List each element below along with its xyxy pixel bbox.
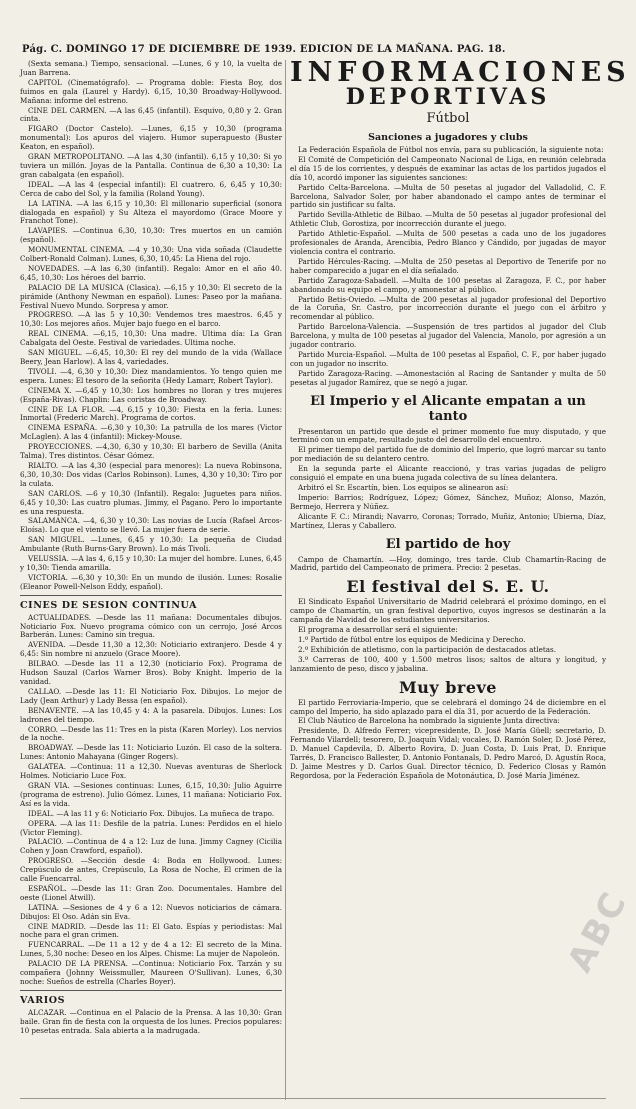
article-paragraph: 2.º Exhibición de atletismo, con la participación de destacados atletas. [298,644,557,654]
section-title-deportivas: DEPORTIVAS [345,84,551,110]
article-paragraph: El Comité de Competición del Campeonato Nacional de Liga, en reunión celebrada el día 15 de los corrientes, y después de examinar las actas de los partidos jugados el día 10, acordó imponer las siguientes sanciones: [290,154,606,182]
article-paragraph: Arbitró el Sr. Escartín, bien. Los equipos se alinearon así: [298,483,509,492]
headline-imperio-alicante: El Imperio y el Alicante empatan a un tanto [310,393,586,424]
listing-paragraph: FIGARO (Doctor Castelo). —Lunes, 6,15 y 10,30 (programa monumental): Los apuros del viajero. Humor superapuesto (Buster Keaton, en español). [20,124,282,152]
listing-paragraph: ALCAZAR. —Continua en el Palacio de la Prensa. A las 10,30: Gran baile. Gran fin de fiesta con la orquesta de los lunes. Precios populares: 10 pesetas entrada. Sala abierta a la madrugada. [20,1007,282,1035]
article-paragraph: El partido Ferroviaria-Imperio, que se celebrará el domingo 24 de diciembre en el campo del Imperio, ha sido aplazado para el día 31, por acuerdo de la Federación. [290,697,606,716]
headline-festival-seu: El festival del S. E. U. [346,577,550,597]
listing-paragraph: AVENIDA. —Desde 11,30 a 12,30: Noticiario extranjero. Desde 4 y 6,45: Sin nombre ni anzuelo (Grace Moore). [20,640,282,659]
article-festival-seu [290,598,606,673]
listing-paragraph: SAN CARLOS. —6 y 10,30 (Infantil). Regalo: Juguetes para niños. 6,45 y 10,30: Las cuatro plumas. Jimmy, el Pagano. Pero lo importante es una respuesta. [20,488,282,516]
article-paragraph: Partido Athletic-Español. —Multa de 500 pesetas a cada uno de los jugadores profesionales de Aranda, Arencibia, Pedro Blanco y Cándido, por jugadas de mayor violencia contra el contrario. [290,229,606,256]
listing-paragraph: BENAVENTE. —A las 10,45 y 4: A la pasarela. Dibujos. Lunes: Los ladrones del tiempo. [20,705,282,724]
section-title-informaciones: INFORMACIONES [290,57,631,88]
listing-paragraph: PALACIO DE LA PRENSA. —Continua: Noticiario Fox. Tarzán y su compañera (Johnny Weissmuller, Maureen O'Sullivan). Lunes, 6,30 noche: Sueños de estrella (Charles Boyer). [20,959,282,986]
right-column [290,57,631,1100]
article-paragraph: Partido Sevilla-Athletic de Bilbao. —Multa de 50 pesetas al jugador profesional del Athletic Club, Gorostiza, por incorrección durante el juego. [290,210,606,229]
article-paragraph: En la segunda parte el Alicante reaccionó, y tras varias jugadas de peligro consiguió el empate en una buena jugada colectiva de su línea delantera. [290,464,606,483]
article-paragraph: Partido Betis-Oviedo. —Multa de 200 pesetas al jugador profesional del Deportivo de la Coruña, Sr. Castro, por incorrección durante el juego con el árbitro y recomendar al público. [290,294,606,322]
listing-paragraph: ESPAÑOL. —Desde las 11: Gran Zoo. Documentales. Hambre del oeste (Lionel Atwill). [20,883,282,902]
listing-paragraph: CORRO. —Desde las 11: Tres en la pista (Karen Morley). Los nervios de la noche. [20,724,282,743]
listing-paragraph: BROADWAY. —Desde las 11: Noticiario Luzón. El caso de la soltera. Lunes: Antonio Mahayana (Ginger Rogers). [20,743,282,762]
article-sanciones [290,146,606,388]
article-paragraph: Partido Zaragoza-Sabadell. —Multa de 100 pesetas al Zaragoza, F. C., por haber abandonado su equipo el campo, y amonestar al público. [290,275,606,294]
listing-paragraph: CINE MADRID. —Desde las 11: El Gato. Espías y periodistas: Mal noche para el gran crimen. [20,921,282,940]
listing-paragraph: CINEMA X. —6,45 y 10,30: Los hombres no lloran y tres mujeres (España-Rivas). Chaplin: Las coristas de Broadway. [20,385,282,404]
headline-muy-breve: Muy breve [399,677,497,697]
listing-paragraph: CINEMA ESPAÑA. —6,30 y 10,30: La patrulla de los mares (Victor McLaglen). A las 4 (infantil): Mickey-Mouse. [20,423,282,442]
section-rule [20,990,282,991]
article-paragraph: Partido Hércules-Racing. —Multa de 250 pesetas al Deportivo de Tenerife por no haber comparecido a jugar en el día señalado. [290,256,606,275]
article-paragraph: Alicante F. C.: Mirandi; Navarro, Coronas; Torrado, Muñiz, Antonio; Ubierna, Díaz, Martínez, Lleras y Caballero. [290,511,606,530]
article-paragraph: El programa a desarrollar será el siguiente: [298,625,458,635]
listing-paragraph: BILBAO. —Desde las 11 a 12,30 (noticiario Fox). Programa de Hudson Sauzal (Carlos Warner Bros). Boby Knight. Imperio de la vanidad. [20,659,282,686]
article-paragraph: Imperio: Barrios; Rodríguez, López; Gómez, Sánchez, Muñoz; Alonso, Mazón, Bermejo, Herrera y Núñez. [290,492,606,511]
listing-paragraph: PROGRESO. —Sección desde 4: Boda en Hollywood. Lunes: Crepúsculo de antes, Crepúsculo, La Rosa de Noche, El crimen de la calle Fuencarral. [20,856,282,884]
listing-paragraph: VICTORIA. —6,30 y 10,30: En un mundo de ilusión. Lunes: Rosalie (Eleanor Powell-Nelson Eddy, español). [20,572,282,591]
section-heading-continuous: CINES DE SESION CONTINUA [20,599,198,611]
listing-paragraph: LA LATINA. —A las 6,15 y 10,30: El millonario superficial (sonora dialogada en español) y Su Alteza el mayordomo (Grace Moore y Franchot Tone). [20,198,282,226]
listing-paragraph: ACTUALIDADES. —Desde las 11 mañana: Documentales dibujos. Noticiario Fox. Nuevo programa cómico con un cerrojo, José Arcos Barberán. Lunes: Camino sin tregua. [20,612,282,640]
headline-partido-hoy: El partido de hoy [385,536,511,552]
article-paragraph: El Sindicato Español Universitario de Madrid celebrará el próximo domingo, en el campo de Chamartín, un gran festival deportivo, cuyos ingresos se destinarán a la campaña de Navidad de los estudiantes universitarios. [290,597,606,625]
article-paragraph: Campo de Chamartín. —Hoy, domingo, tres tarde. Club Chamartín-Racing de Madrid, partido del Campeonato de primera. Precio: 2 pesetas. [290,554,606,573]
listing-paragraph: CINE DEL CARMEN. —A las 6,45 (infantil). Esquivo, 0,80 y 2. Gran cinta. [20,105,282,124]
article-paragraph: Presentaron un partido que desde el primer momento fue muy disputado, y que terminó con un empate, resultado justo del desarrollo del encuentro. [290,426,606,445]
article-paragraph: 1.º Partido de fútbol entre los equipos de Medicina y Derecho. [298,634,526,644]
continuous-session-listings [20,614,282,987]
listing-paragraph: GRAN VIA. —Sesiones continuas: Lunes, 6,15, 10,30: Julio Aguirre (programa de estreno). Julio Gómez. Lunes, 11 mañana: Noticiario Fox. Así es la vida. [20,780,282,808]
listing-paragraph: VELUSSIA. —A las 4, 6,15 y 10,30: La mujer del hombre. Lunes, 6,45 y 10,30: Tienda amarilla. [20,554,282,572]
article-paragraph: 3.º Carreras de 100, 400 y 1.500 metros lisos; saltos de altura y longitud, y lanzamiento de peso, disco y jabalina. [290,654,606,673]
listing-paragraph: SAN MIGUEL. —6,45, 10,30: El rey del mundo de la vida (Wallace Beery, Jean Harlow). A las 4, variedades. [20,348,282,366]
abc-watermark: ABC [560,883,636,979]
listing-paragraph: GALATEA. —Continua: 11 a 12,30. Nuevas aventuras de Sherlock Holmes. Noticiario Luce Fox. [20,762,282,781]
article-paragraph: Partido Zaragoza-Racing. —Amonestación al Racing de Santander y multa de 50 pesetas al jugador Ramírez, que se negó a jugar. [290,368,606,387]
listing-paragraph: SALAMANCA. —4, 6,30 y 10,30: Las novias de Lucía (Rafael Arcos-Eloísa). Lo que el viento se llevó. La mujer fuera de serie. [20,516,282,535]
listing-paragraph: FUENCARRAL. —De 11 a 12 y de 4 a 12: El secreto de la Mina. Lunes, 5,30 noche: Deseo en los Alpes. Chisme: La mujer de Napoleón. [20,940,282,959]
listing-paragraph: PALACIO. —Continua de 4 a 12: Luz de luna. Jimmy Cagney (Cicilia Cohen y Joan Crawford, español). [20,837,282,856]
listing-paragraph: PROGRESO. —A las 5 y 10,30: Vendemos tres maestros. 6,45 y 10,30: Los mejores años. Mujer bajo fuego en el barco. [20,310,282,329]
column-divider [285,60,286,1100]
listing-paragraph: NOVEDADES. —A las 6,30 (infantil). Regalo: Amor en el año 40. 6,45, 10,30: Los héroes del barrio. [20,263,282,282]
listing-paragraph: RIALTO. —A las 4,30 (especial para menores): La nueva Robinsona, 6,30, 10,30: Dos vidas (Carlos Robinson). Lunes, 4,30 y 10,30: Tiro por la culata. [20,460,282,488]
article-title-sanciones: Sanciones a jugadores y clubs [368,132,528,143]
page-header: Pág. C. DOMINGO 17 DE DICIEMBRE DE 1939. EDICION DE LA MAÑANA. PAG. 18. [22,44,506,55]
listing-paragraph: LATINA. —Sesiones de 4 y 6 a 12: Nuevos noticiarios de cámara. Dibujos: El Oso. Adán sin Eva. [20,902,282,921]
article-paragraph: Presidente, D. Alfredo Ferrer; vicepresidente, D. José María Güell; secretario, D. Fernando Vilardell; tesorero, D. Joaquín Vidal; vocales, D. Ramón Soler, D. José Pérez, D. Manuel Capdevila, D. Alberto Rovira, D. Juan Costa, D. Luis Prat, D. Enrique Tarrés, D. Francisco Ballester, D. Antonio Fontanals, D. Pedro Marcó, D. Agustín Roca, D. Jaime Mestres y D. Carlos Gual. Director técnico, D. Federico Closas y Ramón Regordosa, por la Federación Española de Motonáutica, D. José María Jiménez. [290,726,606,780]
article-imperio-alicante [290,428,606,531]
article-paragraph: Partido Celta-Barcelona. —Multa de 50 pesetas al jugador del Valladolid, C. F. Barcelona, Salvador Soler, por haber abandonado el campo antes de terminar el partido sin justificar su falta. [290,182,606,210]
article-muy-breve [290,699,606,781]
article-paragraph: Partido Murcia-Español. —Multa de 100 pesetas al Español, C. F., por haber jugado con un jugador no inscrito. [290,349,606,368]
section-subtitle-futbol: Fútbol [426,111,470,126]
listing-paragraph: CAPITOL (Cinematógrafo). — Programa doble: Fiesta Boy, dos fuimos en gala (Laurel y Hardy). 6,15, 10,30 Broadway-Hollywood. Mañana: informe del estreno. [20,77,282,105]
listing-paragraph: TIVOLI. —4, 6,30 y 10,30: Diez mandamientos. Yo tengo quien me espera. Lunes: El tesoro de la señorita (Hedy Lamarr, Robert Taylor). [20,366,282,385]
article-paragraph: El Club Náutico de Barcelona ha nombrado la siguiente Junta directiva: [298,716,560,726]
article-paragraph: La Federación Española de Fútbol nos envía, para su publicación, la siguiente nota: [298,145,604,154]
article-paragraph: Partido Barcelona-Valencia. —Suspensión de tres partidos al jugador del Club Barcelona, y multa de 100 pesetas al jugador del Valencia, Manolo, por agresión a un jugador contrario. [290,322,606,350]
listing-paragraph: PROYECCIONES. —4,30, 6,30 y 10,30: El barbero de Sevilla (Anita Talma). Tres distintos. César Gómez. [20,442,282,461]
listing-paragraph: IDEAL. —A las 4 (especial infantil): El cuatrero. 6, 6,45 y 10,30: Cerca de cabo del Sol, y la familia (Roland Young). [20,179,282,198]
listing-paragraph: PALACIO DE LA MUSICA (Clasica). —6,15 y 10,30: El secreto de la pirámide (Anthony Newman en español). Lunes: Paseo por la mañana. Festival Nuevo Mundo. Sorpresa y amor. [20,282,282,310]
bottom-rule [20,1098,606,1099]
left-column [20,60,282,1100]
listing-paragraph: GRAN METROPOLITANO. —A las 4,30 (infantil). 6,15 y 10,30: Si yo tuviera un millón. Joyas de la Pantalla. Continua de 6,30 a 10,30: La gran cabalgata (en español). [20,152,282,179]
listing-paragraph: OPERA. —A las 11: Desfile de la patria. Lunes: Perdidos en el hielo (Victor Fleming). [20,818,282,837]
listing-paragraph: REAL CINEMA. —6,15, 10,30: Una madre. Ultima día: La Gran Cabalgata del Oeste. Festival de variedades. Ultima noche. [20,329,282,348]
article-paragraph: El primer tiempo del partido fue de dominio del Imperio, que logró marcar su tanto por mediación de su delantero centro. [290,445,606,464]
listing-paragraph: MONUMENTAL CINEMA. —4 y 10,30: Una vida soñada (Claudette Colbert-Ronald Colman). Lunes, 6,30, 10,45: La Hiena del rojo. [20,245,282,264]
listing-paragraph: LAVAPIES. —Continua 6,30, 10,30: Tres muertos en un camión (español). [20,226,282,245]
listing-paragraph: SAN MIGUEL. —Lunes, 6,45 y 10,30: La pequeña de Ciudad Ambulante (Ruth Burns-Gary Brown). Lo más Tivoli. [20,535,282,554]
section-heading-varios: VARIOS [20,994,66,1006]
listing-paragraph: IDEAL. —A las 11 y 6: Noticiario Fox. Dibujos. La muñeca de trapo. [28,808,275,818]
listing-paragraph: (Sexta semana.) Tiempo, sensacional. —Lunes, 6 y 10, la vuelta de Juan Barrena. [20,59,282,77]
listing-paragraph: CINE DE LA FLOR. —4, 6,15 y 10,30: Fiesta en la feria. Lunes: Inmortal (Frederic March). Programa de cortos. [20,404,282,423]
section-rule [20,595,282,596]
cinema-listings [20,60,282,592]
listing-paragraph: CALLAO. —Desde las 11: El Noticiario Fox. Dibujos. Lo mejor de Lady (Jean Arthur) y Lady Bessa (en español). [20,686,282,705]
